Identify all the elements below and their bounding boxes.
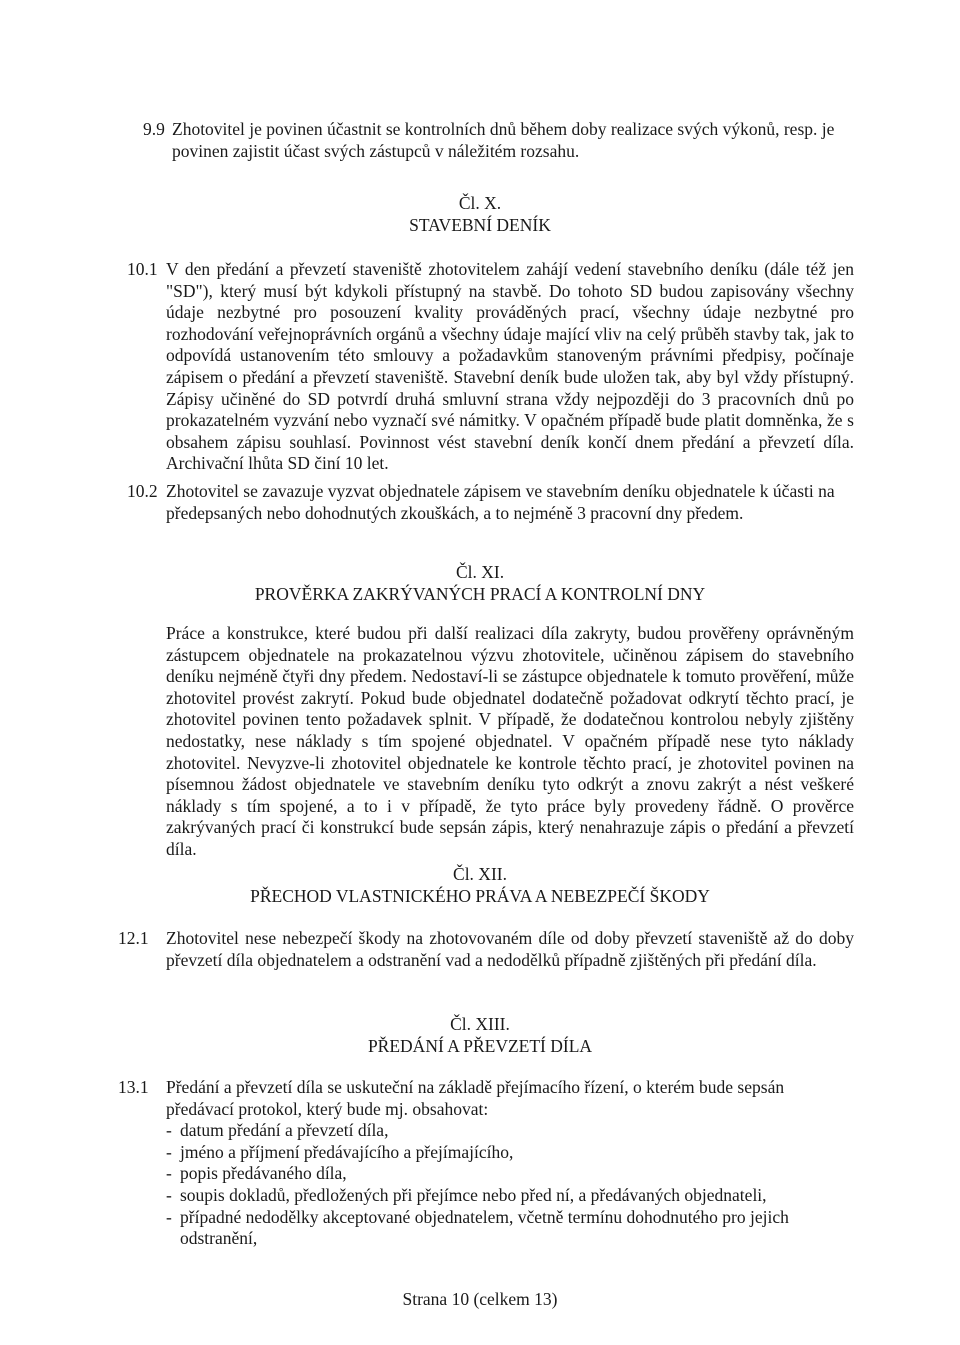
list-item: - popis předávaného díla, — [166, 1163, 816, 1185]
article-x-title: STAVEBNÍ DENÍK — [409, 215, 551, 235]
list-item: - jméno a příjmení předávajícího a přejímajícího, — [166, 1142, 816, 1164]
section-number-10-1: 10.1 — [127, 259, 158, 279]
article-xii-title: PŘECHOD VLASTNICKÉHO PRÁVA A NEBEZPEČÍ ŠKODY — [250, 886, 710, 906]
article-xi-number: Čl. XI. — [455, 562, 505, 582]
paragraph-12-1: Zhotovitel nese nebezpečí škody na zhotovovaném díle od doby převzetí staveniště až do doby převzetí díla objednatelem a odstranění vad a nedodělků případně zjištěných při předání díla. — [166, 928, 854, 970]
article-xii-number: Čl. XII. — [453, 864, 507, 884]
paragraph-10-1: V den předání a převzetí staveniště zhotovitelem zahájí vedení stavebního deníku (dále též jen "SD"), který musí být kdykoli přístupný na stavbě. Do tohoto SD budou zapisovány všechny údaje nezbytné pro posouzení kvality prováděných prací, všechny údaje nezbytné pro rozhodování veřejnoprávních orgánů a všechny údaje mající vliv na celý průběh stavby tak, jak to odpovídá ustanovením této smlouvy a požadavkům stanoveným právními předpisy, počínaje zápisem o předání a převzetí staveniště. Stavební deník bude uložen tak, aby byl vždy přístupný. Zápisy učiněné do SD potvrdí druhá smluvní strana vždy nejpozději do 3 pracovních dnů po prokazatelném vyzvání nebo vyznačí své námitky. V opačném případě bude platit domněnka, že s obsahem zápisu souhlasí. Povinnost vést stavební deník končí dnem předání a převzetí díla. Archivační lhůta SD činí 10 let. — [166, 259, 854, 474]
article-xii-heading — [0, 863, 960, 907]
paragraph-10-2: Zhotovitel se zavazuje vyzvat objednatele zápisem ve stavebním deníku objednatele k účasti na předepsaných nebo dohodnutých zkouškách, a to nejméně 3 pracovní dny předem. — [166, 481, 835, 523]
list-item: - soupis dokladů, předložených při přejímce nebo před ní, a předávaných objednateli, — [166, 1185, 816, 1207]
paragraph-13-1 — [166, 1077, 816, 1250]
section-number-9-9: 9.9 — [143, 119, 165, 139]
article-x-number: Čl. X. — [458, 193, 502, 213]
article-xiii-title: PŘEDÁNÍ A PŘEVZETÍ DÍLA — [367, 1036, 593, 1056]
paragraph-11: Práce a konstrukce, které budou při další realizaci díla zakryty, budou prověřeny oprávněným zástupcem objednatele na prokazatelnou výzvu zhotovitele, učiněnou zápisem do stavebního deníku nejméně čtyři dny předem. Nedostaví-li se zástupce objednatele k tomuto prověření, může zhotovitel provést zakrytí. Pokud bude objednatel dodatečně požadovat odkrytí těchto prací, je zhotovitel povinen tento požadavek splnit. V případě, že dodatečnou kontrolou nebyly zjištěny nedostatky, nese náklady s tím spojené objednatel. V opačném případě nese tyto náklady zhotovitel. Nevyzve-li zhotovitel objednatele ke kontrole těchto prací, je zhotovitel povinen na písemnou žádost objednatele ve stavebním deníku tyto odkrýt a znovu zakrýt a nést veškeré náklady s tím spojené, a to i v případě, že tyto práce byly provedeny řádně. O prověrce zakrývaných prací či konstrukcí bude sepsán zápis, který nenahrazuje zápis o předání a převzetí díla. — [166, 623, 854, 859]
article-xi-title: PROVĚRKA ZAKRÝVANÝCH PRACÍ A KONTROLNÍ DNY — [254, 584, 706, 604]
list-item: - případné nedodělky akceptované objednatelem, včetně termínu dohodnutého pro jejich odstranění, — [166, 1207, 816, 1250]
page-number-footer: Strana 10 (celkem 13) — [402, 1289, 558, 1309]
paragraph-13-1-intro: Předání a převzetí díla se uskuteční na základě přejímacího řízení, o kterém bude sepsán předávací protokol, který bude mj. obsahovat: — [166, 1077, 785, 1119]
handover-protocol-list — [166, 1120, 816, 1250]
section-number-10-2: 10.2 — [127, 481, 158, 501]
paragraph-9-9: Zhotovitel je povinen účastnit se kontrolních dnů během doby realizace svých výkonů, resp. je povinen zajistit účast svých zástupců v náležitém rozsahu. — [172, 119, 835, 161]
article-xiii-heading — [0, 1013, 960, 1057]
list-item: - datum předání a převzetí díla, — [166, 1120, 816, 1142]
article-xiii-number: Čl. XIII. — [450, 1014, 510, 1034]
article-xi-heading — [0, 561, 960, 605]
section-number-13-1: 13.1 — [118, 1077, 149, 1097]
article-x-heading — [0, 192, 960, 236]
section-number-12-1: 12.1 — [118, 928, 149, 948]
